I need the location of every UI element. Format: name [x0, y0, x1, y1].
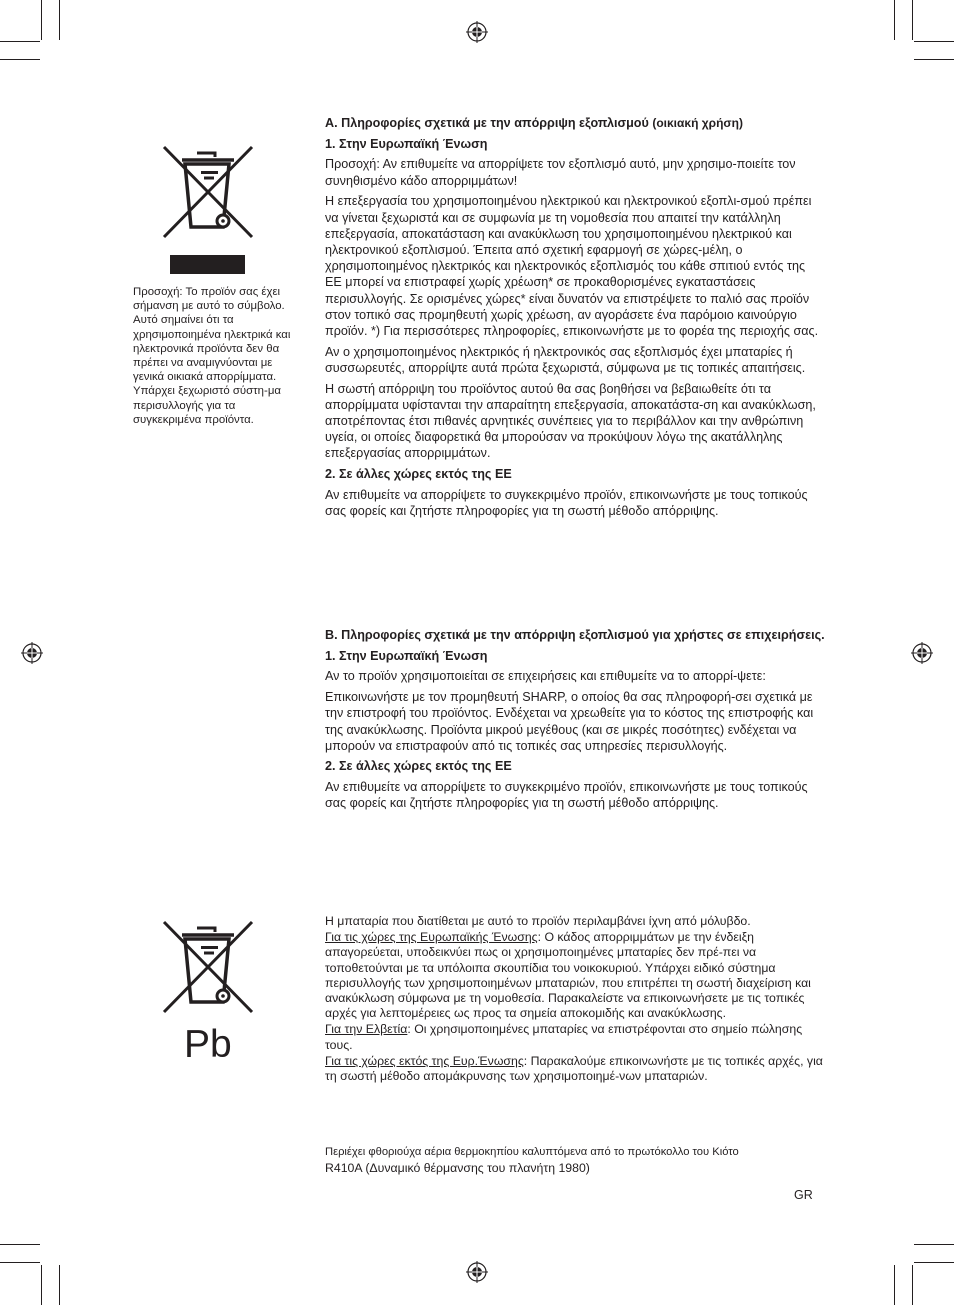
paragraph: Αν επιθυμείτε να απορρίψετε το συγκεκριμένο προϊόν, επικοινωνήστε με τους τοπικούς σας φορείς και ζητήστε πληροφορίες για τη σωστή μέθοδο απόρριψης. [325, 780, 808, 811]
crossed-out-wheelie-bin-pb-icon [160, 920, 256, 1018]
lead-symbol-label: Pb [184, 1023, 232, 1066]
fluorinated-gas-info [325, 1145, 825, 1176]
battery-lead-note: Η μπαταρία που διατίθεται με αυτό το προϊόν περιλαμβάνει ίχνη από μόλυβδο. [325, 914, 751, 928]
section-b-title: B. Πληροφορίες σχετικά με την απόρριψη εξοπλισμού για χρήστες σε επιχειρήσεις. [325, 628, 825, 642]
gas-line-2: R410A (Δυναμικό θέρμανσης του πλανήτη 1980) [325, 1160, 590, 1175]
section-b [325, 627, 825, 816]
registration-mark-icon [21, 642, 43, 664]
paragraph: Αν επιθυμείτε να απορρίψετε το συγκεκριμένο προϊόν, επικοινωνήστε με τους τοπικούς σας φορείς και ζητήστε πληροφορίες για τη σωστή μέθοδο απόρριψης. [325, 487, 808, 518]
section-b-sub2: 2. Σε άλλες χώρες εκτός της ΕΕ [325, 759, 512, 774]
gas-line-1: Περιέχει φθοριούχα αέρια θερμοκηπίου καλυπτόμενα από το πρωτόκολλο του Κιότο [325, 1146, 739, 1158]
crossed-out-wheelie-bin-icon [160, 145, 256, 275]
battery-disposal-info [325, 914, 825, 1085]
battery-other-info: Για τις χώρες εκτός της Ευρ.Ένωσης: Παρακαλούμε επικοινωνήστε με τις τοπικές αρχές, για τη σωστή μέθοδο απομάκρυνσης των χρησιμοποιημέ-νων μπαταριών. [325, 1053, 823, 1084]
section-a [325, 115, 825, 524]
paragraph: Επικοινωνήστε με τον προμηθευτή SHARP, ο οποίος θα σας πληροφορή-σει σχετικά με την επιστροφή του προϊόντος. Ενδέχεται να χρεωθείτε για το κόστος της επιστροφής και της ανακύκλωσης. Προϊόντα μικρού μεγέθους (και σε μικρές ποσότητες) ενδέχεται να μπορούν να επιστραφούν από τις τοπικές σας υπηρεσίες περισυλλογής. [325, 690, 814, 753]
registration-mark-icon [911, 642, 933, 664]
battery-eu-info: Για τις χώρες της Ευρωπαϊκής Ένωσης: Ο κάδος απορριμμάτων με την ένδειξη απαγορεύεται, υποδεικνύει πως οι χρησιμοποιημένες μπαταρίες δεν πρέ-πει να τοποθετούνται με τα υπόλοιπα σκουπίδια του νοικοκυριού. Υπάρχει ειδικό σύστημα περισυλλογής των χρησιμοποιημένων μπαταριών, που επιτρέπει τη σωστή διαχείριση και ανακύκλωση σύμφωνα με τη νομοθεσία. Παρακαλείστε να επικοινωνήσετε με τις τοπικές αρχές για λεπτομέρειες ως προς τα σημεία αποκομιδής και ανακύκλωσης. [325, 930, 811, 1021]
language-page-label: GR [794, 1188, 813, 1202]
paragraph: Αν ο χρησιμοποιημένος ηλεκτρικός ή ηλεκτρονικός σας εξοπλισμός έχει μπαταρίες ή συσσωρευτές, απορρίψτε αυτά πρώτα ξεχωριστά, σύμφωνα με τις τοπικές απαιτήσεις. [325, 344, 806, 375]
section-a-sub1: 1. Στην Ευρωπαϊκή Ένωση [325, 136, 488, 151]
paragraph: Προσοχή: Αν επιθυμείτε να απορρίψετε τον εξοπλισμό αυτό, μην χρησιμο-ποιείτε τον συνηθισμένο κάδο απορριμμάτων! [325, 157, 796, 188]
paragraph: Η σωστή απόρριψη του προϊόντος αυτού θα σας βοηθήσει να βεβαιωθείτε ότι τα απορρίμματα υφίστανται την απαραίτητη επεξεργασία, αποκατάστα-ση και ανακύκλωση, αποτρέποντας έτσι πιθανές αρνητικές συνέπειες για το περιβάλλον και την ανθρώπινη υγεία, οι οποίες διαφορετικά θα μπορούσαν να προκύψουν λόγω της ακατάλληλης επεξεργασίας απορριμμάτων. [325, 381, 816, 461]
section-a-sub2: 2. Σε άλλες χώρες εκτός της ΕΕ [325, 467, 512, 482]
section-b-sub1: 1. Στην Ευρωπαϊκή Ένωση [325, 648, 488, 663]
battery-ch-info: Για την Ελβετία: Οι χρησιμοποιημένες μπαταρίες να επιστρέφονται στο σημείο πώλησης τους. [325, 1022, 803, 1052]
paragraph: Η επεξεργασία του χρησιμοποιημένου ηλεκτρικού και ηλεκτρονικού εξοπλι-σμού πρέπει να γίνεται ξεχωριστά και σε συμφωνία με τη νομοθεσία που απαιτεί την κατάλληλη επεξεργασία, αποκατάσταση και ανακύκλωση του χρησιμοποιημένου ηλεκτρικού και ηλεκτρονικού εξοπλισμού. Έπειτα από σχετική εφαρμογή σε χώρες-μέλη, ο χρησιμοποιημένος ηλεκτρικός και ηλεκτρονικός εξοπλισμός του κάθε σπιτιού εντός της ΕΕ μπορεί να επιστραφεί χωρίς χρέωση* σε προκαθορισμένες εγκαταστάσεις περισυλλογής. Σε ορισμένες χώρες* είναι δυνατόν να επιστρέψετε το παλιό σας προϊόν στον τοπικό σας προμηθευτή χωρίς χρέωση, αν αγοράσετε ένα παρόμοιο καινούργιο προϊόν. *) Για περισσότερες πληροφορίες, επικοινωνήστε με το φορέα της περιοχής σας. [325, 194, 819, 338]
paragraph: Αν το προϊόν χρησιμοποιείται σε επιχειρήσεις και επιθυμείτε να το απορρί-ψετε: [325, 669, 766, 684]
registration-mark-icon [466, 21, 488, 43]
section-a-title: A. Πληροφορίες σχετικά με την απόρριψη εξοπλισμού (οικιακή χρήση) [325, 116, 743, 130]
symbol-explanation-note: Προσοχή: Το προϊόν σας έχει σήμανση με αυτό το σύμβολο. Αυτό σημαίνει ότι τα χρησιμοποιημένα ηλεκτρικά και ηλεκτρονικά προϊόντα δεν θα πρέπει να αναμιγνύονται με γενικά οικιακά απορρίμματα. Υπάρχει ξεχωριστό σύστη-μα περισυλλογής για τα συγκεκριμένα προϊόντα. [133, 286, 291, 426]
registration-mark-icon [466, 1261, 488, 1283]
